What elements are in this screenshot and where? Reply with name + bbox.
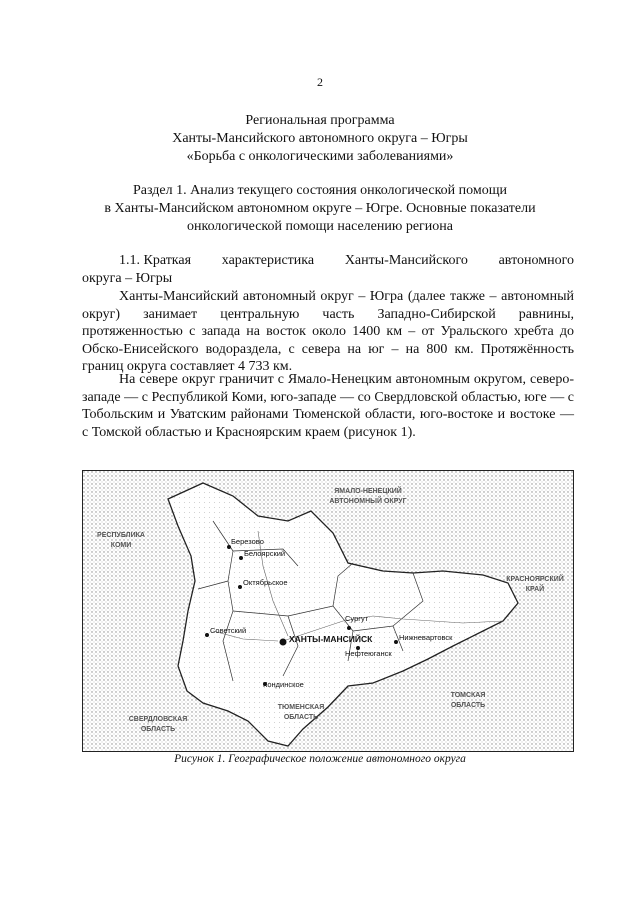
city-label: Сургут <box>345 614 369 623</box>
subsection-heading <box>82 252 574 287</box>
city-dot <box>205 633 209 637</box>
region-map <box>82 470 574 752</box>
title-line: Региональная программа <box>245 113 395 128</box>
city-label: Белоярский <box>244 549 286 558</box>
subsection-cont: округа – Югры <box>82 270 173 286</box>
region-label-komi: РЕСПУБЛИКА <box>97 532 145 539</box>
city-label: Кондинское <box>263 680 304 689</box>
city-label: Березово <box>231 537 264 546</box>
region-label-tyumen: ТЮМЕНСКАЯ <box>277 704 325 711</box>
region-label-komi: КОМИ <box>110 542 132 549</box>
city-dot <box>347 626 351 630</box>
section-line: Раздел 1. Анализ текущего состояния онкологической помощи <box>132 183 508 198</box>
city-dot <box>394 640 398 644</box>
region-label-krasnoyarsk: КРАСНОЯРСКИЙ <box>506 576 564 583</box>
city-label: Нефтеюганск <box>345 649 392 658</box>
subsection-word: автономного <box>498 253 574 268</box>
subsection-word: 1.1. Краткая <box>119 253 192 268</box>
subsection-word: Ханты-Мансийского <box>344 253 468 268</box>
section-line: онкологической помощи населению региона <box>187 219 453 234</box>
page-number: 2 <box>317 75 323 89</box>
region-label-krasnoyarsk: КРАЙ <box>525 586 545 593</box>
title-line: «Борьба с онкологическими заболеваниями» <box>186 149 454 164</box>
region-label-sverdlovsk: ОБЛАСТЬ <box>140 726 176 733</box>
city-label: Нижневартовск <box>399 633 453 642</box>
city-dot <box>238 585 242 589</box>
map-svg <box>83 471 573 751</box>
paragraph: На севере округ граничит с Ямало-Ненецким автономным округом, северо-западе — с Республикой Коми, юго-западе — со Свердловской областью, юге — с Тобольским и Уватским районами Тюменской области, юго-востоке и востоке — с Томской областью и Красноярским краем (рисунок 1). <box>82 372 574 440</box>
figure-caption: Рисунок 1. Географическое положение автономного округа <box>174 753 466 765</box>
region-label-tomsk: ТОМСКАЯ <box>450 692 486 699</box>
region-label-tyumen: ОБЛАСТЬ <box>283 714 319 721</box>
region-label-yamal: ЯМАЛО-НЕНЕЦКИЙ <box>334 488 402 495</box>
document-title <box>0 112 640 166</box>
city-label-capital: ХАНТЫ-МАНСИЙСК <box>289 634 373 644</box>
city-dot-capital <box>280 639 287 646</box>
city-dot <box>239 556 243 560</box>
paragraph: Ханты-Мансийский автономный округ – Югра (далее также – автономный округ) занимает центральную часть Западно-Сибирской равнины, протяженностью с запада на восток около 1400 км – от Уральского хребта до Обско-Енисейского водораздела, с севера на юг – на 800 км. Протяжённость границ округа составляет 4 733 км. <box>82 289 574 374</box>
region-label-tomsk: ОБЛАСТЬ <box>450 702 486 709</box>
title-line: Ханты-Мансийского автономного округа – Югры <box>172 131 468 146</box>
subsection-word: характеристика <box>221 253 315 268</box>
city-label: Советский <box>210 626 247 635</box>
city-label: Октябрьское <box>243 578 288 587</box>
section-heading <box>0 182 640 236</box>
region-label-sverdlovsk: СВЕРДЛОВСКАЯ <box>128 716 188 723</box>
region-label-yamal: АВТОНОМНЫЙ ОКРУГ <box>329 498 407 505</box>
section-line: в Ханты-Мансийском автономном округе – Югре. Основные показатели <box>104 201 536 216</box>
